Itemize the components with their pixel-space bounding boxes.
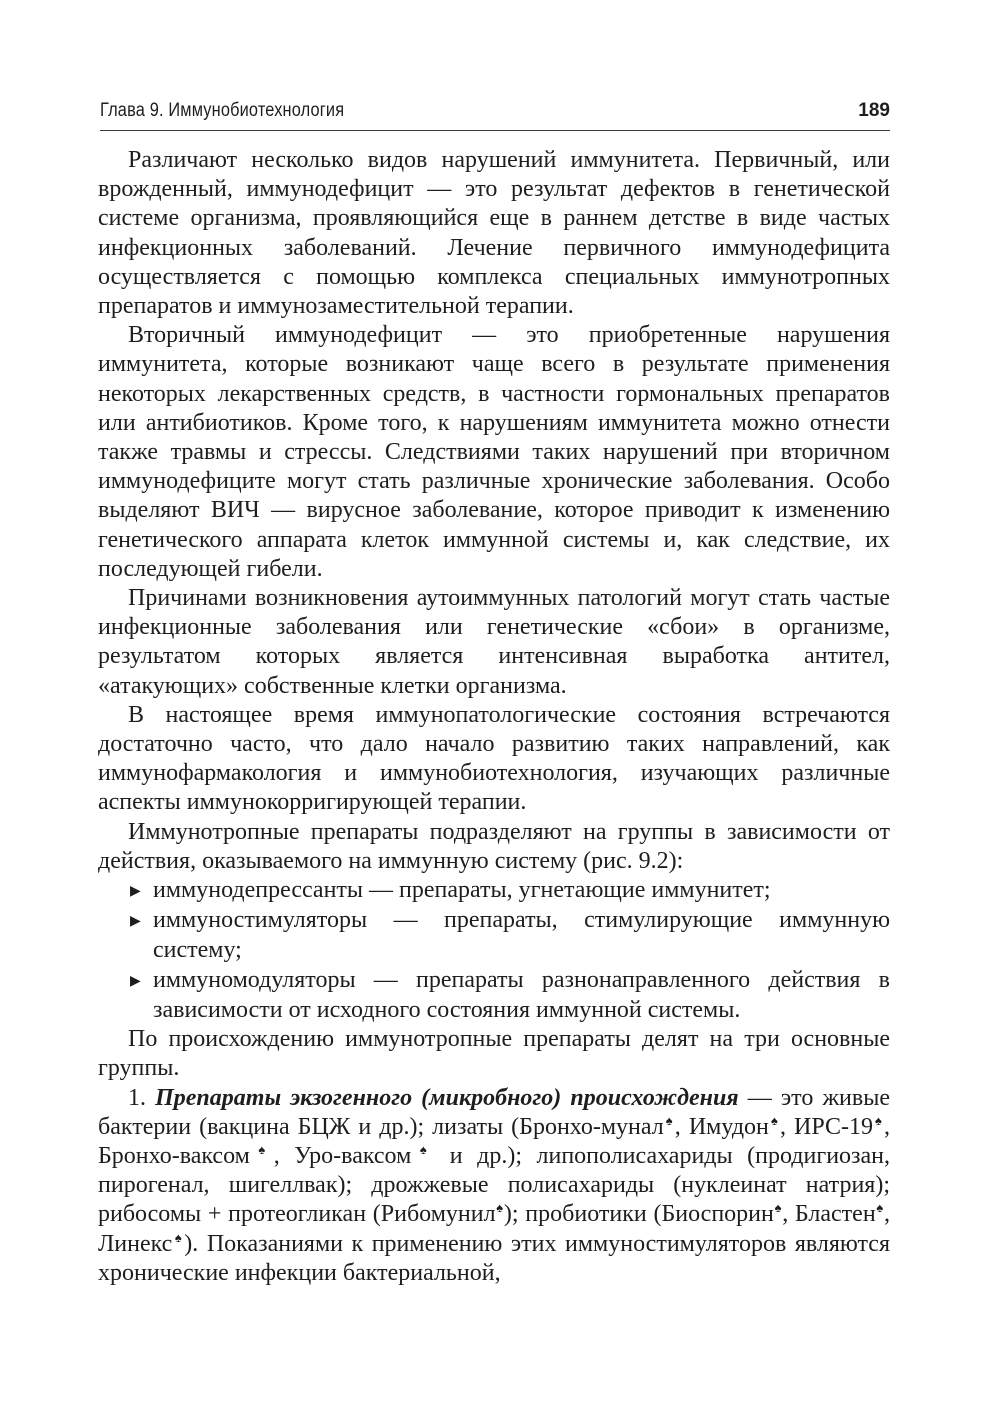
trademark-icon: ♠ (172, 1229, 185, 1245)
item-number: 1. (128, 1084, 146, 1111)
drug-groups-list (98, 876, 890, 1025)
text-run: , ИРС-19 (779, 1113, 873, 1140)
paragraph-6: По происхождению иммунотропные препараты делят на три основные группы. (98, 1026, 890, 1082)
paragraph-1: Различают несколько видов нарушений иммунитета. Первичный, или врожденный, иммунодефицит — это результат дефектов в генетической системе организма, проявляющийся еще в раннем детстве в виде частых инфекционных заболеваний. Лечение первичного иммунодефицита осуществляется с помощью комплекса специальных иммунотропных препаратов и иммунозаместительной терапии. (98, 147, 890, 320)
list-item-text: иммуномодуляторы — препараты разнонаправленного действия в зависимости от исходного состояния иммунной системы. (153, 966, 890, 1023)
page-body (98, 146, 890, 1288)
text-run: , Уро-ваксом (273, 1142, 412, 1169)
trademark-icon: ♠ (249, 1141, 274, 1157)
chapter-title: Глава 9. Иммунобиотехнология (100, 100, 345, 121)
paragraph-7 (98, 1084, 890, 1288)
page-number: 189 (858, 100, 890, 121)
trademark-icon: ♠ (663, 1112, 675, 1128)
bullet-triangle-icon: ▶ (130, 884, 141, 900)
text-run: , Бронхо-ваксом (98, 1113, 891, 1169)
bullet-triangle-icon: ▶ (130, 973, 141, 989)
text-run: , Линекс (98, 1201, 891, 1257)
trademark-icon: ♠ (872, 1112, 885, 1128)
paragraph-5: Иммунотропные препараты подразделяют на группы в зависимости от действия, оказываемого на иммунную систему (рис. 9.2): (98, 818, 890, 874)
trademark-icon: ♠ (768, 1112, 780, 1128)
trademark-icon: ♠ (495, 1200, 504, 1216)
running-header (100, 100, 890, 131)
bullet-triangle-icon: ▶ (130, 914, 141, 930)
text-run: и др.); липополисахариды (продигиозан, пирогенал, шигеллвак); дрожжевые полисахариды (нуклеинат натрия); рибосомы + протеогликан (Рибомунил (98, 1142, 891, 1228)
list-item (98, 966, 890, 1025)
text-run: ). Показаниями к применению этих иммуностимуляторов являются хронические инфекции бактериальной, (98, 1230, 890, 1286)
paragraph-2: Вторичный иммунодефицит — это приобретенные нарушения иммунитета, которые возникают чаще всего в результате применения некоторых лекарственных средств, в частности гормональных препаратов или антибиотиков. Кроме того, к нарушениям иммунитета можно отнести также травмы и стрессы. Следствиями таких нарушений при вторичном иммунодефиците могут стать различные хронические заболевания. Особо выделяют ВИЧ — вирусное заболевание, которое приводит к изменению генетического аппарата клеток иммунной системы и, как следствие, их последующей гибели. (98, 322, 890, 582)
section-heading: Препараты экзогенного (микробного) происхождения (155, 1084, 739, 1111)
paragraph-4: В настоящее время иммунопатологические состояния встречаются достаточно часто, что дало начало развитию таких направлений, как иммунофармакология и иммунобиотехнология, изучающих различные аспекты иммунокорригирующей терапии. (98, 701, 890, 816)
text-run: , Бластен (782, 1201, 876, 1228)
trademark-icon: ♠ (875, 1200, 885, 1216)
text-run: , Имудон (674, 1113, 769, 1140)
list-item-text: иммуностимуляторы — препараты, стимулирующие иммунную систему; (153, 907, 890, 964)
list-item (98, 906, 890, 965)
paragraph-3: Причинами возникновения аутоиммунных патологий могут стать частые инфекционные заболевания или генетические «сбои» в организме, результатом которых является интенсивная выработка антител, «атакующих» собственные клетки организма. (98, 585, 890, 699)
list-item (98, 876, 890, 906)
trademark-icon: ♠ (411, 1141, 436, 1157)
trademark-icon: ♠ (773, 1200, 783, 1216)
text-run: — это живые бактерии (вакцина БЦЖ и др.); лизаты (Бронхо-мунал (98, 1084, 890, 1140)
list-item-text: иммунодепрессанты — препараты, угнетающие иммунитет; (153, 877, 771, 904)
text-run: ); пробиотики (Биоспорин (503, 1201, 774, 1228)
